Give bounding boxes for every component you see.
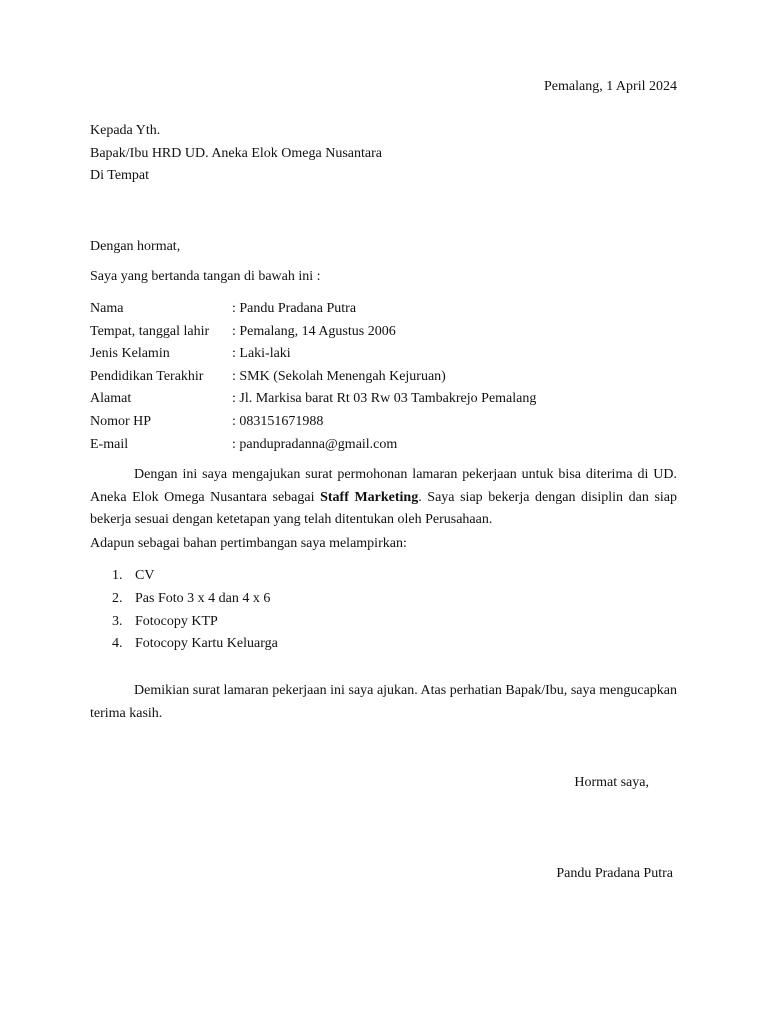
list-number: 4. bbox=[112, 636, 123, 652]
greeting: Dengan hormat, bbox=[90, 239, 181, 254]
closing-paragraph: Demikian surat lamaran pekerjaan ini saya ajukan. Atas perhatian Bapak/Ibu, saya mengucapkan terima kasih. bbox=[90, 683, 677, 721]
data-label: Nomor HP bbox=[90, 413, 152, 429]
data-value: : Pemalang, 14 Agustus 2006 bbox=[232, 323, 396, 339]
list-number: 3. bbox=[112, 613, 123, 629]
list-number: 2. bbox=[112, 590, 123, 606]
data-label: Nama bbox=[90, 301, 124, 316]
recipient-block bbox=[90, 120, 382, 188]
signature-name: Pandu Pradana Putra bbox=[556, 866, 673, 881]
closing-salutation: Hormat saya, bbox=[574, 775, 649, 790]
list-number: 1. bbox=[112, 568, 123, 583]
application-text-after: . Saya siap bekerja dengan disiplin dan siap bekerja sesuai dengan ketetapan yang telah ditentukan oleh Perusahaan. bbox=[90, 489, 677, 527]
intro-text: Saya yang bertanda tangan di bawah ini : bbox=[90, 269, 321, 284]
data-value: : Jl. Markisa barat Rt 03 Rw 03 Tambakrejo Pemalang bbox=[232, 391, 537, 407]
application-paragraph bbox=[90, 464, 677, 532]
recipient-line-2: Bapak/Ibu HRD UD. Aneka Elok Omega Nusantara bbox=[90, 145, 382, 161]
data-value: : pandupradanna@gmail.com bbox=[232, 436, 398, 452]
recipient-line-1: Kepada Yth. bbox=[90, 123, 161, 138]
list-text: Fotocopy KTP bbox=[135, 613, 218, 629]
data-label: Tempat, tanggal lahir bbox=[90, 323, 210, 339]
data-label: Pendidikan Terakhir bbox=[90, 368, 204, 384]
data-value: : Pandu Pradana Putra bbox=[232, 301, 357, 316]
position-applied: Staff Marketing bbox=[320, 489, 419, 505]
data-value: : Laki-laki bbox=[232, 346, 291, 362]
data-value: : 083151671988 bbox=[232, 413, 324, 429]
letter-page bbox=[90, 0, 677, 1024]
list-text: Pas Foto 3 x 4 dan 4 x 6 bbox=[135, 590, 271, 606]
place-date: Pemalang, 1 April 2024 bbox=[544, 79, 677, 94]
attachments-intro: Adapun sebagai bahan pertimbangan saya melampirkan: bbox=[90, 536, 407, 551]
data-label: Jenis Kelamin bbox=[90, 346, 170, 362]
recipient-line-3: Di Tempat bbox=[90, 168, 150, 183]
application-text-before: Dengan ini saya mengajukan surat permohonan lamaran pekerjaan untuk bisa diterima di UD. Aneka Elok Omega Nusantara sebagai bbox=[90, 467, 677, 505]
data-label: E-mail bbox=[90, 436, 129, 452]
list-text: Fotocopy Kartu Keluarga bbox=[135, 636, 278, 652]
data-value: : SMK (Sekolah Menengah Kejuruan) bbox=[232, 368, 446, 384]
list-text: CV bbox=[135, 568, 155, 583]
data-label: Alamat bbox=[90, 391, 132, 407]
